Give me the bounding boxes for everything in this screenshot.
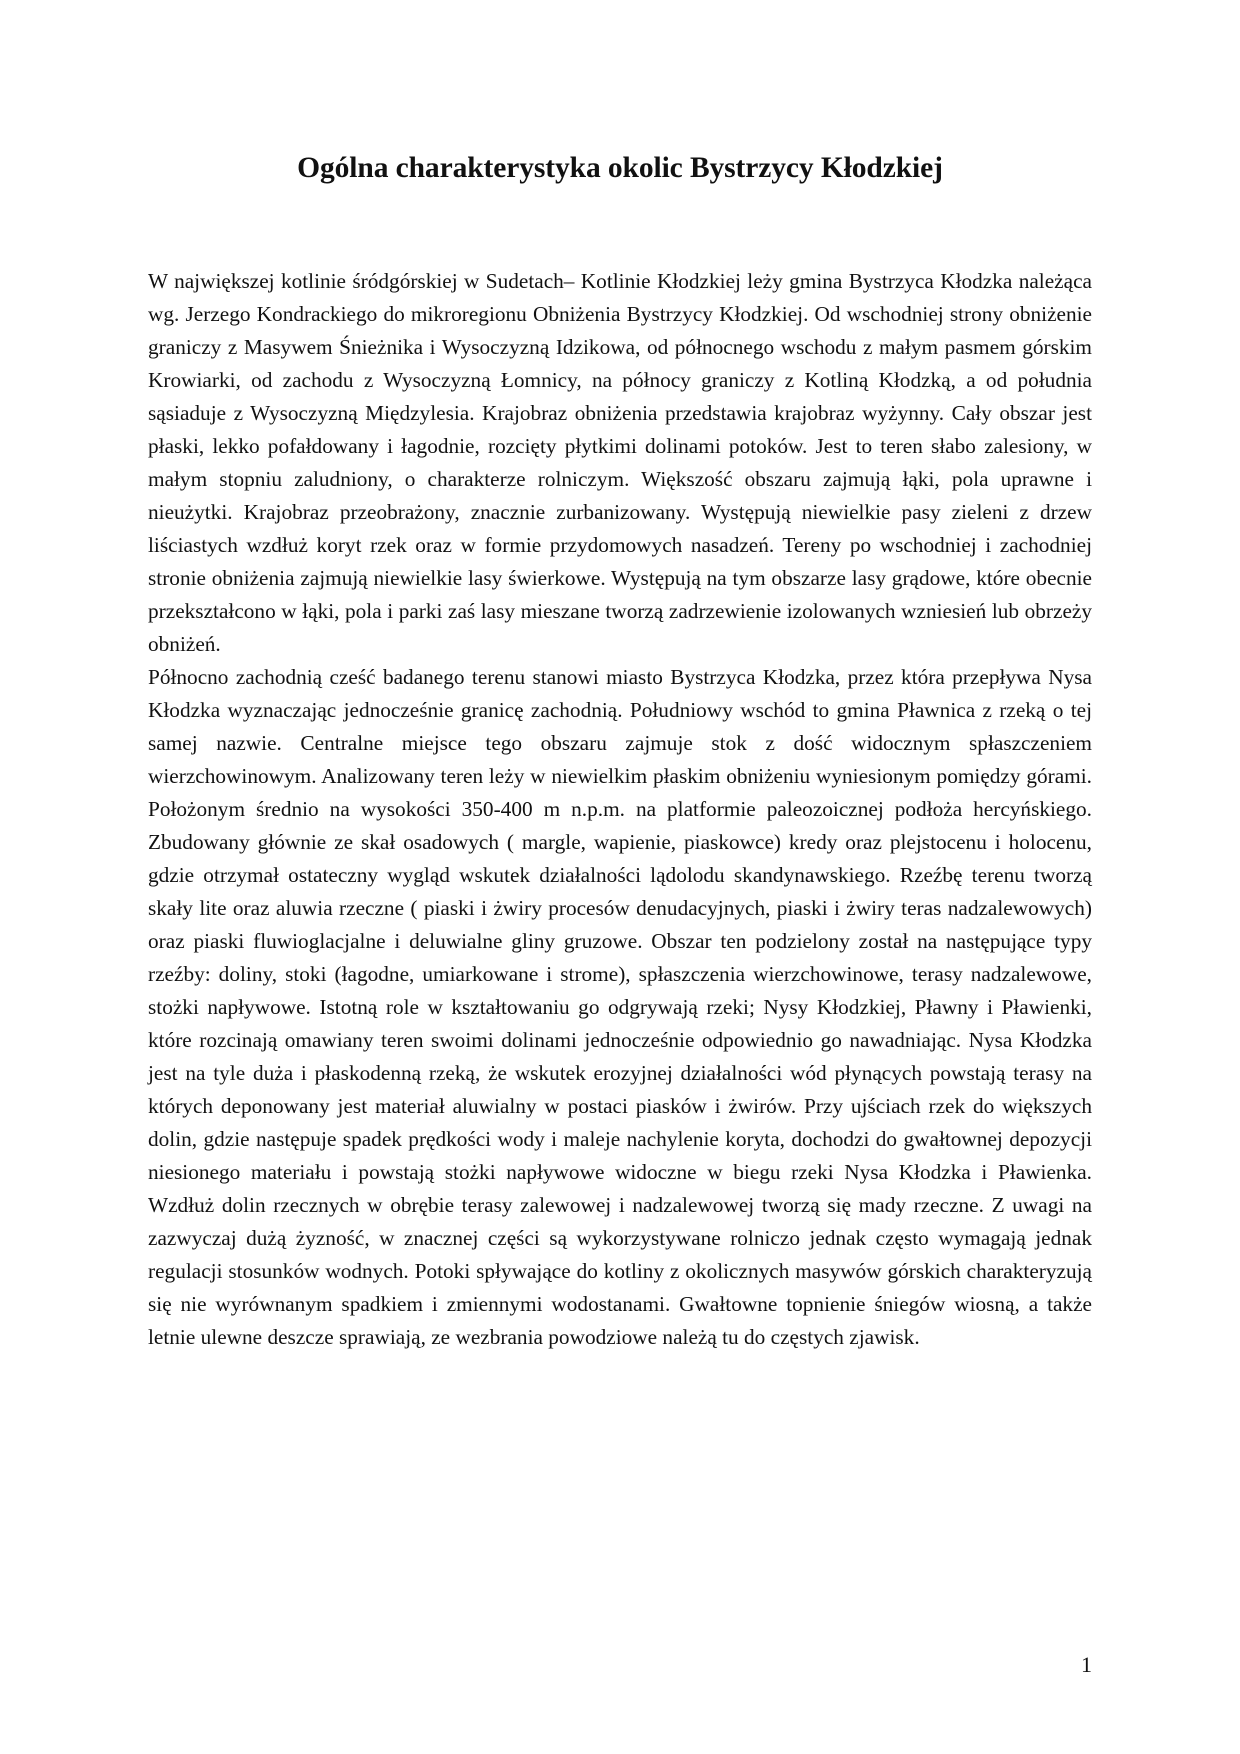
paragraph-1: W największej kotlinie śródgórskiej w Sudetach– Kotlinie Kłodzkiej leży gmina Bystrzyca Kłodzka należąca wg. Jerzego Kondrackiego do mikroregionu Obniżenia Bystrzycy Kłodzkiej. Od wschodniej strony obniżenie graniczy z Masywem Śnieżnika i Wysoczyzną Idzikowa, od północnego wschodu z małym pasmem górskim Krowiarki, od zachodu z Wysoczyzną Łomnicy, na północy graniczy z Kotliną Kłodzką, a od południa sąsiaduje z Wysoczyzną Międzylesia. Krajobraz obniżenia przedstawia krajobraz wyżynny. Cały obszar jest płaski, lekko pofałdowany i łagodnie, rozcięty płytkimi dolinami potoków. Jest to teren słabo zalesiony, w małym stopniu zaludniony, o charakterze rolniczym. Większość obszaru zajmują łąki, pola uprawne i nieużytki. Krajobraz przeobrażony, znacznie zurbanizowany. Występują niewielkie pasy zieleni z drzew liściastych wzdłuż koryt rzek oraz w formie przydomowych nasadzeń. Tereny po wschodniej i zachodniej stronie obniżenia zajmują niewielkie lasy świerkowe. Występują na tym obszarze lasy grądowe, które obecnie przekształcono w łąki, pola i parki zaś lasy mieszane tworzą zadrzewienie izolowanych wzniesień lub obrzeży obniżeń.: [148, 269, 1092, 656]
document-body: [148, 265, 1092, 1354]
document-title: Ogólna charakterystyka okolic Bystrzycy Kłodzkiej: [297, 152, 943, 184]
paragraph-2: Północno zachodnią cześć badanego terenu stanowi miasto Bystrzyca Kłodzka, przez która przepływa Nysa Kłodzka wyznaczając jednocześnie granicę zachodnią. Południowy wschód to gmina Pławnica z rzeką o tej samej nazwie. Centralne miejsce tego obszaru zajmuje stok z dość widocznym spłaszczeniem wierzchowinowym. Analizowany teren leży w niewielkim płaskim obniżeniu wyniesionym pomiędzy górami. Położonym średnio na wysokości 350-400 m n.p.m. na platformie paleozoicznej podłoża hercyńskiego. Zbudowany głównie ze skał osadowych ( margle, wapienie, piaskowce) kredy oraz plejstocenu i holocenu, gdzie otrzymał ostateczny wygląd wskutek działalności lądolodu skandynawskiego. Rzeźbę terenu tworzą skały lite oraz aluwia rzeczne ( piaski i żwiry procesów denudacyjnych, piaski i żwiry teras nadzalewowych) oraz piaski fluwioglacjalne i deluwialne gliny gruzowe. Obszar ten podzielony został na następujące typy rzeźby: doliny, stoki (łagodne, umiarkowane i strome), spłaszczenia wierzchowinowe, terasy nadzalewowe, stożki napływowe. Istotną role w kształtowaniu go odgrywają rzeki; Nysy Kłodzkiej, Pławny i Pławienki, które rozcinają omawiany teren swoimi dolinami jednocześnie odpowiednio go nawadniając. Nysa Kłodzka jest na tyle duża i płaskodenną rzeką, że wskutek erozyjnej działalności wód płynących powstają terasy na których deponowany jest materiał aluwialny w postaci piasków i żwirów. Przy ujściach rzek do większych dolin, gdzie następuje spadek prędkości wody i maleje nachylenie koryta, dochodzi do gwałtownej depozycji niesionego materiału i powstają stożki napływowe widoczne w biegu rzeki Nysa Kłodzka i Pławienka. Wzdłuż dolin rzecznych w obrębie terasy zalewowej i nadzalewowej tworzą się mady rzeczne. Z uwagi na zazwyczaj dużą żyzność, w znacznej części są wykorzystywane rolniczo jednak często wymagają jednak regulacji stosunków wodnych. Potoki spływające do kotliny z okolicznych masywów górskich charakteryzują się nie wyrównanym spadkiem i zmiennymi wodostanami. Gwałtowne topnienie śniegów wiosną, a także letnie ulewne deszcze sprawiają, ze wezbrania powodziowe należą tu do częstych zjawisk.: [148, 665, 1092, 1349]
page-number: 1: [1081, 1652, 1092, 1677]
